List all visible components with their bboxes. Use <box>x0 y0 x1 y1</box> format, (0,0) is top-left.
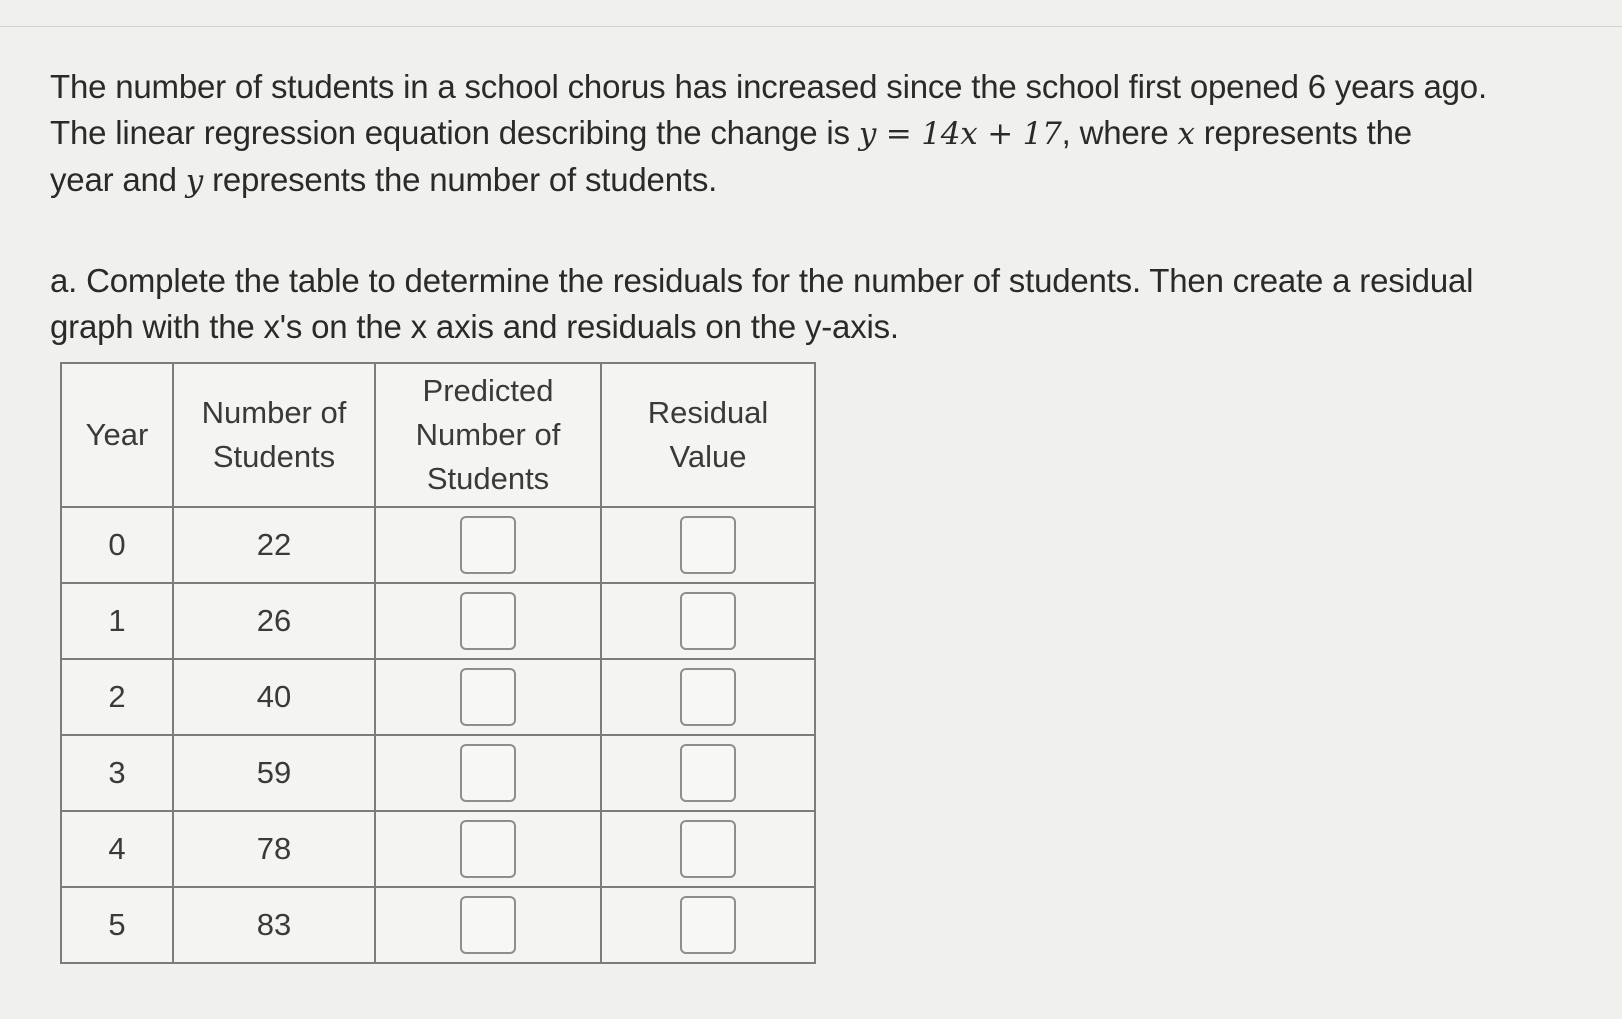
predicted-input[interactable] <box>460 592 516 650</box>
residual-input[interactable] <box>680 516 736 574</box>
students-cell: 78 <box>173 811 375 887</box>
residual-input[interactable] <box>680 744 736 802</box>
problem-line-2-start: The linear regression equation describing the change is <box>50 114 859 151</box>
part-a-instructions <box>50 258 1590 350</box>
header-students-line-1: Number of <box>201 395 347 430</box>
regression-equation: y = 14x + 17 <box>858 116 1062 152</box>
predicted-cell <box>375 507 601 583</box>
students-cell: 83 <box>173 887 375 963</box>
part-a-line-2: graph with the x's on the x axis and residuals on the y-axis. <box>50 308 899 345</box>
table-row <box>61 507 815 583</box>
header-predicted-line-3: Students <box>426 461 550 496</box>
predicted-cell <box>375 583 601 659</box>
predicted-cell <box>375 811 601 887</box>
predicted-cell <box>375 887 601 963</box>
year-cell: 5 <box>61 887 173 963</box>
variable-y: y <box>185 163 204 199</box>
residual-input[interactable] <box>680 820 736 878</box>
residual-input[interactable] <box>680 668 736 726</box>
problem-line-3 <box>50 157 1580 204</box>
top-divider <box>0 26 1622 27</box>
problem-line-2-mid: , where <box>1061 114 1178 151</box>
students-cell: 26 <box>173 583 375 659</box>
header-residual-value <box>601 363 815 507</box>
residuals-table <box>60 362 816 964</box>
predicted-cell <box>375 735 601 811</box>
variable-x: x <box>1177 116 1195 152</box>
table-row <box>61 887 815 963</box>
header-students-line-2: Students <box>212 439 336 474</box>
header-residual-line-2: Value <box>669 439 747 474</box>
header-predicted-line-2: Number of <box>415 417 561 452</box>
students-cell: 40 <box>173 659 375 735</box>
table-header-row <box>61 363 815 507</box>
year-cell: 3 <box>61 735 173 811</box>
year-cell: 1 <box>61 583 173 659</box>
residual-cell <box>601 507 815 583</box>
predicted-input[interactable] <box>460 820 516 878</box>
residual-input[interactable] <box>680 592 736 650</box>
header-residual-line-1: Residual <box>647 395 769 430</box>
residual-cell <box>601 811 815 887</box>
table-row <box>61 811 815 887</box>
table-row <box>61 583 815 659</box>
residual-input[interactable] <box>680 896 736 954</box>
table-row <box>61 659 815 735</box>
problem-line-1: The number of students in a school chorus has increased since the school first opened 6 years ago. <box>50 68 1487 105</box>
residual-cell <box>601 887 815 963</box>
predicted-input[interactable] <box>460 516 516 574</box>
predicted-input[interactable] <box>460 896 516 954</box>
students-cell: 22 <box>173 507 375 583</box>
problem-line-3-end: represents the number of students. <box>203 161 718 198</box>
header-number-of-students <box>173 363 375 507</box>
residual-cell <box>601 583 815 659</box>
problem-statement <box>50 64 1580 204</box>
header-predicted-number <box>375 363 601 507</box>
part-a-line-1: a. Complete the table to determine the residuals for the number of students. Then create a residual <box>50 262 1474 299</box>
year-cell: 0 <box>61 507 173 583</box>
problem-line-3-start: year and <box>50 161 186 198</box>
table-row <box>61 735 815 811</box>
header-year-label: Year <box>85 417 149 452</box>
problem-line-2-end: represents the <box>1194 114 1412 151</box>
header-year <box>61 363 173 507</box>
year-cell: 2 <box>61 659 173 735</box>
predicted-input[interactable] <box>460 744 516 802</box>
residual-cell <box>601 735 815 811</box>
students-cell: 59 <box>173 735 375 811</box>
header-predicted-line-1: Predicted <box>422 373 554 408</box>
predicted-input[interactable] <box>460 668 516 726</box>
year-cell: 4 <box>61 811 173 887</box>
predicted-cell <box>375 659 601 735</box>
problem-line-2 <box>50 110 1580 157</box>
residual-cell <box>601 659 815 735</box>
